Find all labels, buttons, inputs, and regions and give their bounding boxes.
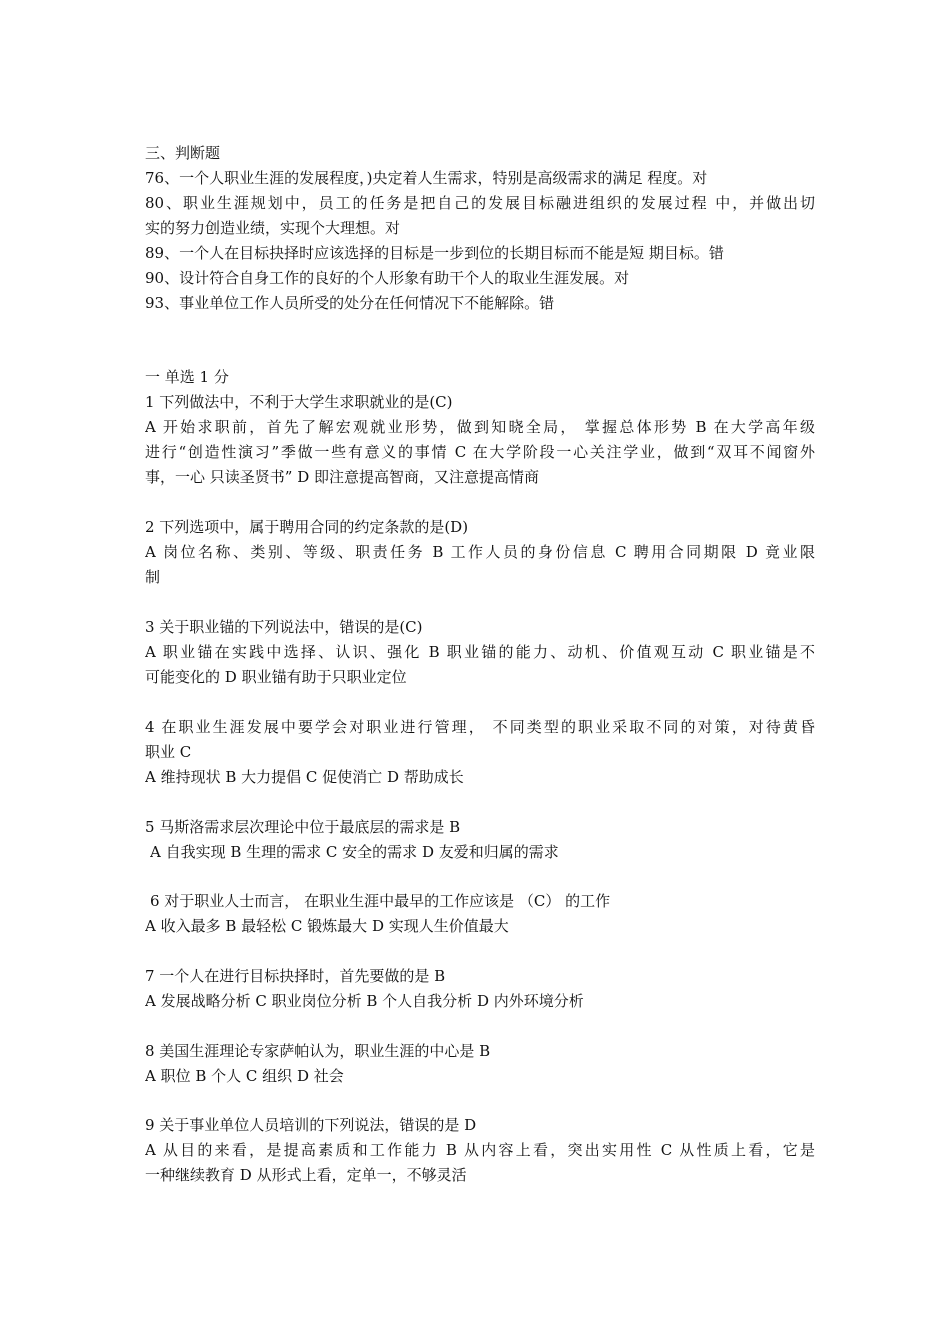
question-2: 2 下列选项中，属于聘用合同的约定条款的是(D) (145, 518, 469, 536)
question-8: 8 美国生涯理论专家萨帕认为，职业生涯的中心是 B (145, 1042, 491, 1060)
question-8-options: A 职位 B 个人 C 组织 D 社会 (145, 1067, 344, 1085)
question-2-options: 制 (145, 568, 161, 586)
text-line: 90、设计符合自身工作的良好的个人形象有助干个人的取业生涯发展。对 (145, 269, 630, 287)
question-9: 9 关于事业单位人员培训的下列说法，错误的是 D (145, 1116, 477, 1134)
question-1-options: 事，一心 只读圣贤书” D 即注意提高智商，又注意提高情商 (145, 468, 540, 486)
text-line: 80、职业生涯规划中，员工的任务是把自己的发展目标融进组织的发展过程 中，并做出切 (145, 194, 815, 212)
text-line: 实的努力创造业绩，实现个大理想。对 (145, 219, 401, 237)
question-6: 6 对于职业人士而言， 在职业生涯中最早的工作应该是 （C） 的工作 (150, 892, 611, 910)
question-7-options: A 发展战略分析 C 职业岗位分析 B 个人自我分析 D 内外环境分析 (145, 992, 584, 1010)
question-6-options: A 收入最多 B 最轻松 C 锻炼最大 D 实现人生价值最大 (145, 917, 509, 935)
text-line: 76、一个人职业生涯的发展程度，)央定着人生需求，特别是高级需求的满足 程度。对 (145, 169, 708, 187)
question-4: 4 在职业生涯发展中要学会对职业进行管理， 不同类型的职业采取不同的对策，对待黄昏 (145, 718, 815, 736)
question-1-options: 进行“创造性演习”季做一些有意义的事情 C 在大学阶段一心关注学业，做到“双耳不闻窗外 (145, 443, 815, 461)
question-9-options: 一种继续教育 D 从形式上看，定单一，不够灵活 (145, 1166, 467, 1184)
question-3-options: 可能变化的 D 职业锚有助于只职业定位 (145, 668, 407, 686)
question-3-options: A 职业锚在实践中选择、认识、强化 B 职业锚的能力、动机、价值观互动 C 职业锚是不 (145, 643, 815, 661)
section-heading-single-choice: 一 单选 1 分 (145, 368, 229, 386)
question-5-options: A 自我实现 B 生理的需求 C 安全的需求 D 友爱和归属的需求 (150, 843, 559, 861)
text-line: 89、一个人在目标抉择时应该选择的目标是一步到位的长期目标而不能是短 期目标。错 (145, 244, 724, 262)
section-heading-true-false: 三、判断题 (145, 144, 221, 162)
text-line: 93、事业单位工作人员所受的处分在任何情况下不能解除。错 (145, 294, 555, 312)
question-1-options: A 开始求职前，首先了解宏观就业形势，做到知晓全局， 掌握总体形势 B 在大学高年级 (145, 418, 815, 436)
question-5: 5 马斯洛需求层次理论中位于最底层的需求是 B (145, 818, 461, 836)
question-4: 职业 C (145, 743, 192, 761)
question-9-options: A 从目的来看，是提高素质和工作能力 B 从内容上看，突出实用性 C 从性质上看，它是 (145, 1141, 815, 1159)
question-4-options: A 维持现状 B 大力提倡 C 促使消亡 D 帮助成长 (145, 768, 464, 786)
question-3: 3 关于职业锚的下列说法中，错误的是(C) (145, 618, 423, 636)
question-7: 7 一个人在进行目标抉择时，首先要做的是 B (145, 967, 446, 985)
question-2-options: A 岗位名称、类别、等级、职责任务 B 工作人员的身份信息 C 聘用合同期限 D 竟业限 (145, 543, 815, 561)
question-1: 1 下列做法中，不利于大学生求职就业的是(C) (145, 393, 453, 411)
